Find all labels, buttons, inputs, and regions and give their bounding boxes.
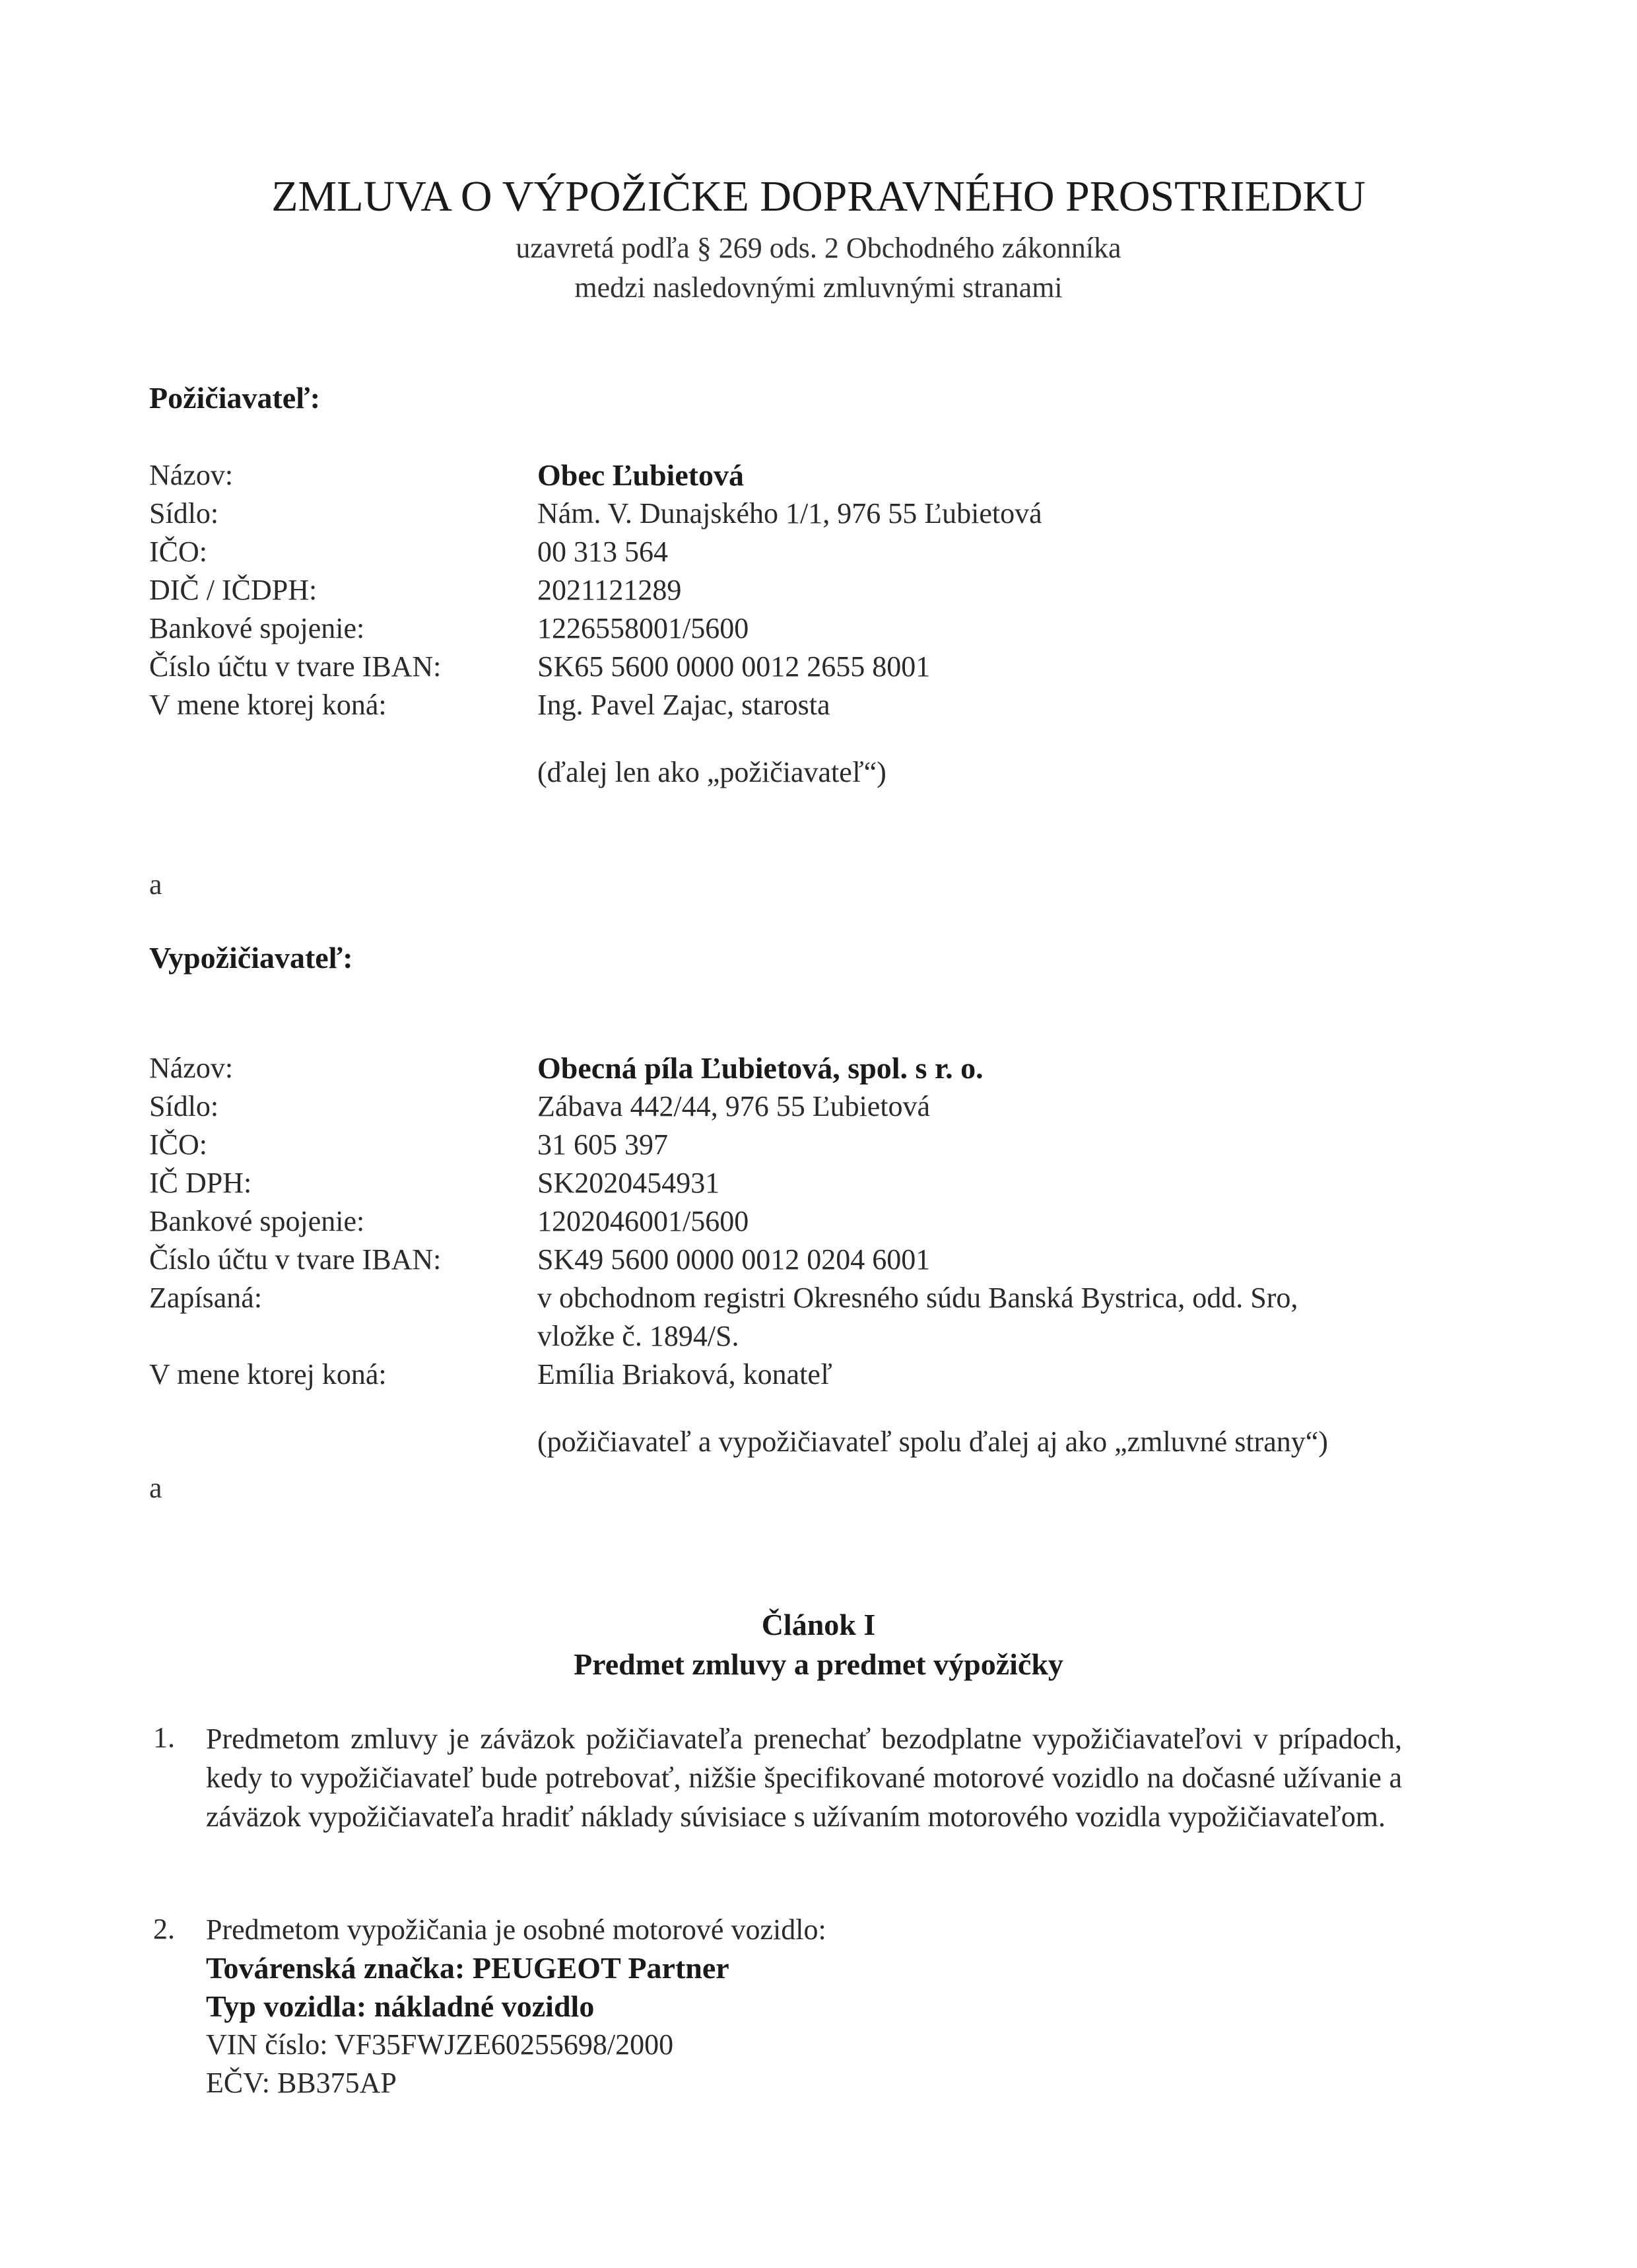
borrower-heading: Vypožičiavateľ: (149, 941, 353, 975)
clause-2-intro: Predmetom vypožičania je osobné motorové vozidlo: (206, 1913, 826, 1946)
borrower-ico-value: 31 605 397 (537, 1128, 668, 1161)
lender-seat-label: Sídlo: (149, 497, 219, 530)
lender-note: (ďalej len ako „požičiavateľ“) (537, 756, 886, 788)
lender-heading: Požičiavateľ: (149, 381, 321, 415)
lender-dic-label: DIČ / IČDPH: (149, 574, 317, 606)
clause-1-number: 1. (153, 1721, 175, 1754)
borrower-representative-label: V mene ktorej koná: (149, 1358, 387, 1391)
borrower-name-label: Názov: (149, 1052, 234, 1084)
lender-dic-value: 2021121289 (537, 574, 682, 606)
borrower-iban-label: Číslo účtu v tvare IBAN: (149, 1243, 442, 1276)
borrower-icdph-label: IČ DPH: (149, 1167, 252, 1199)
borrower-bank-label: Bankové spojenie: (149, 1205, 365, 1237)
article-number: Článok I (761, 1608, 876, 1641)
conjunction-and-2: a (149, 1472, 162, 1504)
lender-representative-label: V mene ktorej koná: (149, 689, 387, 721)
lender-seat-value: Nám. V. Dunajského 1/1, 976 55 Ľubietová (537, 497, 1042, 530)
document-title: ZMLUVA O VÝPOŽIČKE DOPRAVNÉHO PROSTRIEDKU (271, 172, 1366, 221)
article-title: Predmet zmluvy a predmet výpožičky (574, 1647, 1063, 1681)
borrower-seat-label: Sídlo: (149, 1090, 219, 1122)
document-subtitle-parties: medzi nasledovnými zmluvnými stranami (574, 271, 1063, 304)
parties-note: (požičiavateľ a vypožičiavateľ spolu ďalej aj ako „zmluvné strany“) (537, 1426, 1328, 1458)
lender-ico-label: IČO: (149, 535, 207, 568)
vehicle-type: Typ vozidla: nákladné vozidlo (206, 1989, 595, 2023)
borrower-ico-label: IČO: (149, 1128, 207, 1161)
borrower-seat-value: Zábava 442/44, 976 55 Ľubietová (537, 1090, 931, 1122)
vehicle-vin: VIN číslo: VF35FWJZE60255698/2000 (206, 2028, 674, 2061)
borrower-name-value: Obecná píla Ľubietová, spol. s r. o. (537, 1051, 984, 1085)
lender-name-label: Názov: (149, 459, 234, 491)
lender-ico-value: 00 313 564 (537, 535, 668, 568)
conjunction-and: a (149, 868, 162, 901)
clause-2-number: 2. (153, 1913, 175, 1945)
lender-representative-value: Ing. Pavel Zajac, starosta (537, 689, 830, 721)
borrower-registry-value: v obchodnom registri Okresného súdu Banská Bystrica, odd. Sro, (537, 1282, 1298, 1314)
vehicle-brand: Továrenská značka: PEUGEOT Partner (206, 1951, 729, 1985)
borrower-iban-value: SK49 5600 0000 0012 0204 6001 (537, 1243, 931, 1276)
lender-iban-value: SK65 5600 0000 0012 2655 8001 (537, 650, 931, 683)
borrower-registry-value-continued: vložke č. 1894/S. (537, 1320, 739, 1352)
clause-1-text: Predmetom zmluvy je záväzok požičiavateľa prenechať bezodplatne vypožičiavateľovi v prípadoch, kedy to vypožičiavateľ bude potrebovať, nižšie špecifikované motorové vozidlo na dočasné užívanie a záväzok vypožičiavateľa hradiť náklady súvisiace s užívaním motorového vozidla vypožičiavateľom. (206, 1723, 1402, 1833)
vehicle-registration: EČV: BB375AP (206, 2067, 397, 2099)
lender-name-value: Obec Ľubietová (537, 458, 745, 492)
borrower-representative-value: Emília Briaková, konateľ (537, 1358, 832, 1391)
borrower-icdph-value: SK2020454931 (537, 1167, 720, 1199)
borrower-registry-label: Zapísaná: (149, 1282, 263, 1314)
lender-iban-label: Číslo účtu v tvare IBAN: (149, 650, 442, 683)
document-subtitle-legal-basis: uzavretá podľa § 269 ods. 2 Obchodného zákonníka (516, 232, 1121, 264)
lender-bank-value: 1226558001/5600 (537, 612, 749, 644)
lender-bank-label: Bankové spojenie: (149, 612, 365, 644)
borrower-bank-value: 1202046001/5600 (537, 1205, 749, 1237)
